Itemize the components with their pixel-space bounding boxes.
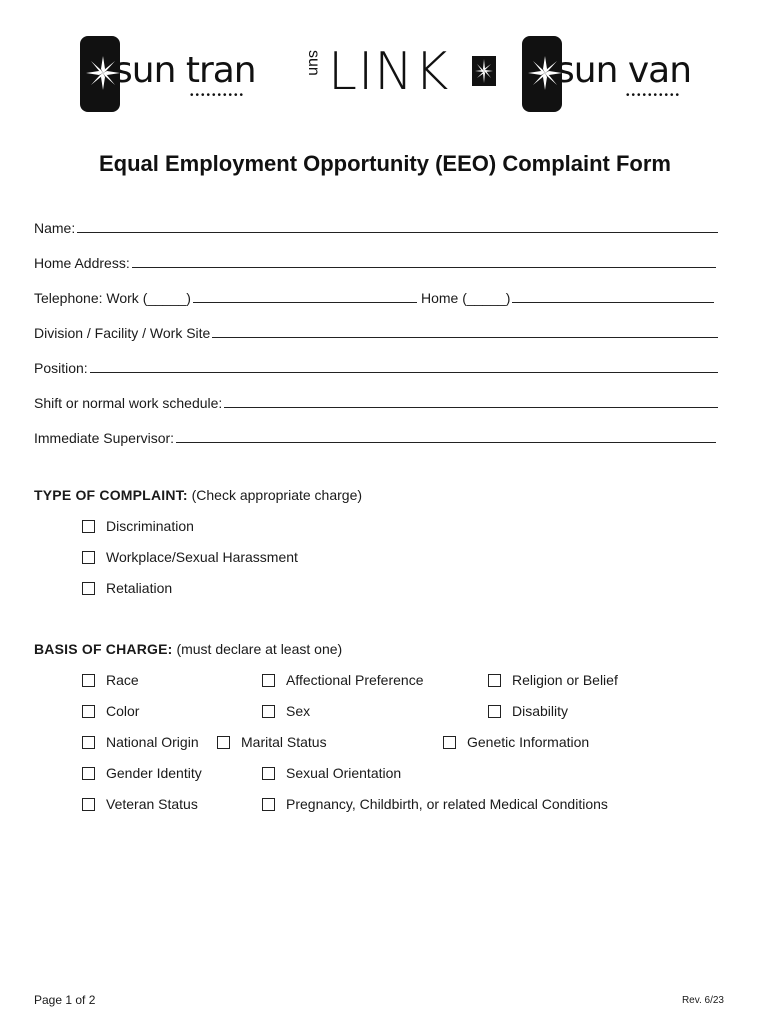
basis-of-charge-heading: [34, 641, 342, 657]
telephone-home-label: Home (_____): [420, 290, 511, 306]
checkbox-sex[interactable]: [262, 703, 310, 719]
checkbox-label: Religion or Belief: [512, 672, 618, 688]
sun-link-logo: [302, 42, 502, 112]
basis-of-charge-note: (must declare at least one): [176, 641, 343, 657]
page-number: Page 1 of 2: [34, 993, 96, 1007]
checkbox-icon[interactable]: [82, 551, 95, 564]
checkbox-label: Marital Status: [241, 734, 327, 750]
supervisor-field[interactable]: [34, 424, 716, 446]
checkbox-label: Workplace/Sexual Harassment: [106, 549, 298, 565]
checkbox-race[interactable]: [82, 672, 139, 688]
telephone-work-input-line[interactable]: [193, 286, 417, 303]
checkbox-sexual-orientation[interactable]: [262, 765, 401, 781]
checkbox-label: Gender Identity: [106, 765, 202, 781]
logo-bar: [80, 34, 700, 116]
checkbox-religion[interactable]: [488, 672, 618, 688]
checkbox-label: Race: [106, 672, 139, 688]
checkbox-disability[interactable]: [488, 703, 568, 719]
supervisor-input-line[interactable]: [176, 426, 716, 443]
shift-label: Shift or normal work schedule:: [34, 395, 223, 411]
type-of-complaint-heading: [34, 487, 362, 503]
checkbox-icon[interactable]: [488, 674, 501, 687]
checkbox-color[interactable]: [82, 703, 139, 719]
checkbox-label: Sex: [286, 703, 311, 719]
checkbox-icon[interactable]: [82, 674, 95, 687]
checkbox-genetic-information[interactable]: [443, 734, 589, 750]
sun-link-prefix: sun: [305, 50, 322, 76]
division-field[interactable]: [34, 319, 718, 341]
checkbox-label: Genetic Information: [467, 734, 590, 750]
home-address-label: Home Address:: [34, 255, 130, 271]
shift-input-line[interactable]: [224, 391, 718, 408]
supervisor-label: Immediate Supervisor:: [34, 430, 175, 446]
position-field[interactable]: [34, 354, 718, 376]
checkbox-icon[interactable]: [82, 767, 95, 780]
shift-field[interactable]: [34, 389, 718, 411]
telephone-work-label: Telephone: Work (_____): [34, 290, 191, 306]
name-field[interactable]: [34, 214, 718, 236]
checkbox-icon[interactable]: [262, 798, 275, 811]
checkbox-national-origin[interactable]: [82, 734, 199, 750]
checkbox-label: Affectional Preference: [286, 672, 424, 688]
checkbox-icon[interactable]: [262, 705, 275, 718]
checkbox-label: Color: [106, 703, 140, 719]
sun-tran-wordmark: sun tran: [114, 50, 256, 91]
checkbox-label: Retaliation: [106, 580, 173, 596]
home-address-input-line[interactable]: [132, 251, 716, 268]
telephone-home-input-line[interactable]: [512, 286, 714, 303]
sunburst-icon: [472, 56, 496, 86]
logo-dots: ••••••••••: [190, 90, 246, 101]
checkbox-discrimination[interactable]: [82, 518, 194, 534]
name-input-line[interactable]: [77, 216, 718, 233]
checkbox-label: National Origin: [106, 734, 199, 750]
checkbox-icon[interactable]: [82, 798, 95, 811]
checkbox-icon[interactable]: [262, 674, 275, 687]
checkbox-gender-identity[interactable]: [82, 765, 202, 781]
checkbox-harassment[interactable]: [82, 549, 298, 565]
division-input-line[interactable]: [212, 321, 718, 338]
sun-van-wordmark: sun van: [556, 50, 692, 91]
checkbox-icon[interactable]: [488, 705, 501, 718]
checkbox-label: Disability: [512, 703, 569, 719]
checkbox-retaliation[interactable]: [82, 580, 172, 596]
checkbox-icon[interactable]: [82, 736, 95, 749]
checkbox-pregnancy[interactable]: [262, 796, 608, 812]
type-of-complaint-label: TYPE OF COMPLAINT:: [34, 487, 188, 503]
checkbox-icon[interactable]: [82, 582, 95, 595]
division-label: Division / Facility / Work Site: [34, 325, 211, 341]
sun-link-wordmark: LINK: [328, 42, 450, 102]
sun-tran-logo: [80, 34, 280, 114]
basis-of-charge-label: BASIS OF CHARGE:: [34, 641, 173, 657]
form-title: Equal Employment Opportunity (EEO) Complaint Form: [98, 151, 671, 176]
checkbox-label: Pregnancy, Childbirth, or related Medical Conditions: [286, 796, 608, 812]
checkbox-icon[interactable]: [262, 767, 275, 780]
sun-van-logo: [522, 34, 702, 114]
checkbox-marital-status[interactable]: [217, 734, 327, 750]
checkbox-label: Discrimination: [106, 518, 194, 534]
checkbox-icon[interactable]: [217, 736, 230, 749]
name-label: Name:: [34, 220, 76, 236]
logo-dots: ••••••••••: [626, 90, 682, 101]
position-label: Position:: [34, 360, 88, 376]
checkbox-label: Veteran Status: [106, 796, 198, 812]
checkbox-label: Sexual Orientation: [286, 765, 402, 781]
home-address-field[interactable]: [34, 249, 716, 271]
position-input-line[interactable]: [90, 356, 718, 373]
checkbox-icon[interactable]: [82, 520, 95, 533]
type-of-complaint-note: (Check appropriate charge): [191, 487, 363, 503]
checkbox-veteran-status[interactable]: [82, 796, 198, 812]
telephone-field[interactable]: [34, 284, 714, 306]
checkbox-icon[interactable]: [443, 736, 456, 749]
checkbox-affectional-preference[interactable]: [262, 672, 424, 688]
revision-label: Rev. 6/23: [681, 995, 724, 1006]
checkbox-icon[interactable]: [82, 705, 95, 718]
